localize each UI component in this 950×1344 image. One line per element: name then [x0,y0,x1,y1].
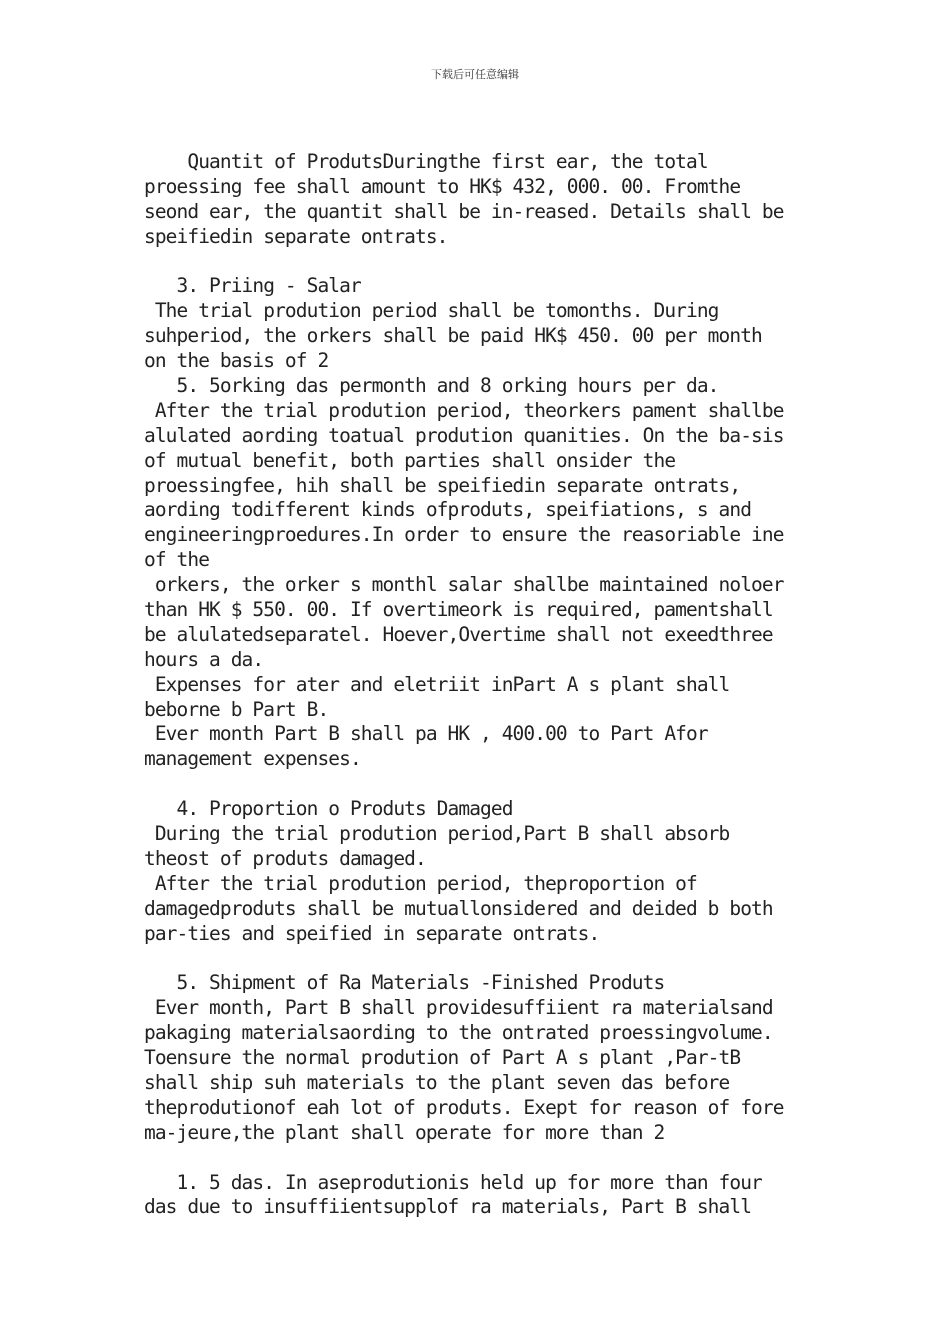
text-line: Ever month Part B shall pa HK , 400.00 to Part Afor [144,722,708,746]
text-line [144,250,824,275]
document-body [144,150,824,1220]
text-line: Expenses for ater and eletriit inPart A s plant shall [144,672,730,696]
text-line: beborne b Part B. [144,697,329,721]
text-line: 4. Proportion o Produts Damaged [144,797,513,821]
text-line: proessingfee, hih shall be speifiedin separate ontrats, [144,473,741,497]
text-line: Quantit of ProdutsDuringthe first ear, the total [144,150,708,173]
text-line [144,947,824,972]
text-line: theost of produts damaged. [144,846,426,870]
text-line: on the basis of 2 [144,349,329,373]
text-line: Ever month, Part B shall providesuffiient ra materialsand [144,996,773,1020]
text-line: speifiedin separate ontrats. [144,224,448,248]
text-line: ma-jeure,the plant shall operate for more than 2 [144,1120,665,1144]
text-line: 3. Priing - Salar [144,274,361,298]
text-line: of the [144,548,210,572]
text-line: During the trial prodution period,Part B shall absorb [144,822,730,846]
text-line: damagedproduts shall be mutuallonsidered and deided b both [144,896,773,920]
text-line: engineeringproedures.In order to ensure the reasoriable ine [144,523,784,547]
text-line: After the trial prodution period, theproportion of [144,871,697,895]
text-line: 5. 5orking das permonth and 8 orking hours per da. [144,374,719,398]
text-line: be alulatedseparatel. Hoever,Overtime shall not exeedthree [144,622,773,646]
text-line: par-ties and speified in separate ontrats. [144,921,600,945]
text-line: theprodutionof eah lot of produts. Exept for reason of fore [144,1095,784,1119]
text-line: suhperiod, the orkers shall be paid HK$ 450. 00 per month [144,324,762,348]
text-line: pakaging materialsaording to the ontrated proessingvolume. [144,1021,773,1045]
text-line: alulated aording toatual prodution quanities. On the ba-sis [144,423,784,447]
text-line [144,772,824,797]
text-line: 5. Shipment of Ra Materials -Finished Produts [144,971,665,995]
text-line: 1. 5 das. In aseprodutionis held up for more than four [144,1170,762,1194]
text-line: proessing fee shall amount to HK$ 432, 000. 00. Fromthe [144,174,741,198]
text-line: management expenses. [144,747,361,771]
text-line: than HK $ 550. 00. If overtimeork is required, pamentshall [144,598,773,622]
text-line: of mutual benefit, both parties shall onsider the [144,448,676,472]
text-line: hours a da. [144,647,264,671]
text-line: das due to insuffiientsupplof ra materials, Part B shall [144,1195,752,1219]
header-note: 下载后可任意编辑 [431,68,519,81]
text-line: Toensure the normal prodution of Part A s plant ,Par-tB [144,1046,741,1070]
text-line: aording todifferent kinds ofproduts, speifiations, s and [144,498,752,522]
text-line [144,1146,824,1171]
text-line: seond ear, the quantit shall be in-reased. Details shall be [144,199,784,223]
text-line: The trial prodution period shall be tomonths. During [144,299,719,323]
text-line: orkers, the orker s monthl salar shallbe maintained noloer [144,573,784,597]
text-line: shall ship suh materials to the plant seven das before [144,1070,730,1094]
text-line: After the trial prodution period, theorkers pament shallbe [144,398,784,422]
